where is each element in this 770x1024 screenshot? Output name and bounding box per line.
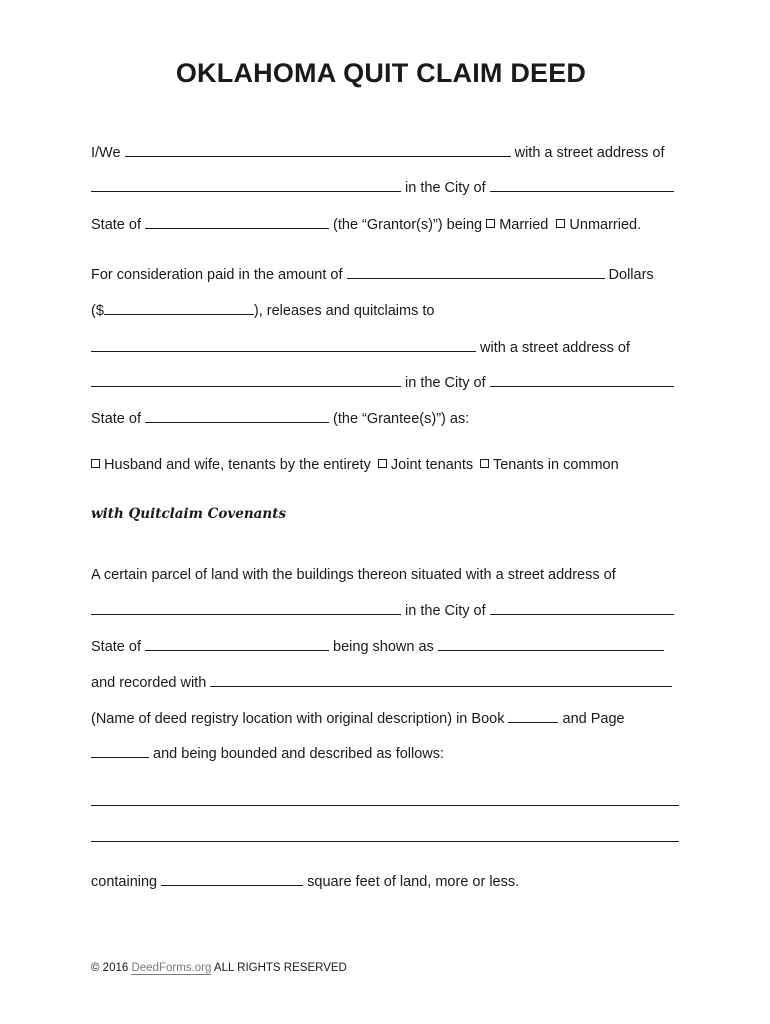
parcel-address-line	[91, 601, 674, 620]
covenants-heading: with Quitclaim Covenants	[91, 506, 287, 522]
state-label: State of	[91, 217, 141, 233]
containing-line	[91, 872, 519, 891]
grantee-city-field[interactable]	[490, 373, 674, 387]
grantee-name-field[interactable]	[91, 338, 476, 352]
grantor-name-field[interactable]	[125, 143, 511, 157]
grantee-state-field[interactable]	[145, 409, 329, 423]
amount-words-field[interactable]	[347, 265, 605, 279]
married-label: Married	[499, 217, 549, 233]
parcel-city-label: in the City of	[405, 603, 486, 619]
joint-tenants-label: Joint tenants	[390, 457, 474, 473]
parcel-intro-line: A certain parcel of land with the buildings thereon situated with a street address of	[91, 567, 616, 583]
recorded-with-line	[91, 673, 672, 692]
grantee-state-line	[91, 409, 469, 428]
grantor-state-line	[91, 215, 641, 234]
iwe-label: I/We	[91, 145, 121, 161]
tenants-common-checkbox[interactable]	[480, 459, 489, 468]
grantee-address-line	[91, 373, 674, 392]
bounded-line	[91, 744, 444, 763]
husband-wife-checkbox[interactable]	[91, 459, 100, 468]
recorded-with-field[interactable]	[210, 673, 672, 687]
registry-label: (Name of deed registry location with original description) in Book	[91, 711, 505, 727]
grantee-as-label: (the “Grantee(s)”) as:	[333, 411, 470, 427]
grantor-name-line	[91, 143, 665, 162]
parcel-street-field[interactable]	[91, 601, 401, 615]
grantee-state-label: State of	[91, 411, 141, 427]
husband-wife-label: Husband and wife, tenants by the entirety	[104, 457, 371, 473]
unmarried-checkbox[interactable]	[556, 219, 565, 228]
being-shown-label: being shown as	[333, 639, 434, 655]
footer	[91, 962, 347, 974]
dollars-label: Dollars	[608, 267, 654, 283]
page-label: and Page	[562, 711, 625, 727]
married-checkbox[interactable]	[486, 219, 495, 228]
grantor-address-line	[91, 178, 674, 197]
parcel-state-label: State of	[91, 639, 141, 655]
consideration-line	[91, 265, 654, 284]
registry-line	[91, 709, 625, 728]
releases-line	[91, 301, 434, 320]
grantor-street-field[interactable]	[91, 178, 401, 192]
recorded-with-label: and recorded with	[91, 675, 207, 691]
parcel-state-line	[91, 637, 664, 656]
amount-number-field[interactable]	[104, 301, 254, 315]
paid-amount-label: For consideration paid in the amount of	[91, 267, 343, 283]
rights-text: ALL RIGHTS RESERVED	[213, 962, 347, 974]
grantee-city-label: in the City of	[405, 375, 486, 391]
parcel-city-field[interactable]	[490, 601, 674, 615]
description-field-2[interactable]	[91, 841, 679, 842]
releases-label: ), releases and quitclaims to	[253, 303, 435, 319]
page-field[interactable]	[91, 744, 149, 758]
description-field-1[interactable]	[91, 805, 679, 806]
book-field[interactable]	[508, 709, 558, 723]
street-address-label: with a street address of	[514, 145, 665, 161]
bounded-label: and being bounded and described as follows:	[153, 746, 445, 762]
parcel-state-field[interactable]	[145, 637, 329, 651]
dollar-open-label: ($	[91, 303, 104, 319]
grantee-street-label: with a street address of	[480, 340, 630, 356]
being-shown-field[interactable]	[438, 637, 664, 651]
unmarried-label: Unmarried.	[569, 217, 642, 233]
grantee-street-field[interactable]	[91, 373, 401, 387]
square-feet-field[interactable]	[161, 872, 303, 886]
containing-label: containing	[91, 874, 158, 890]
grantor-state-field[interactable]	[145, 215, 329, 229]
deedforms-link[interactable]: DeedForms.org	[131, 962, 212, 974]
tenancy-options-line	[91, 456, 619, 474]
grantor-being-label: (the “Grantor(s)”) being	[333, 217, 483, 233]
copyright-text: © 2016	[91, 962, 129, 974]
joint-tenants-checkbox[interactable]	[378, 459, 387, 468]
grantee-name-line	[91, 338, 630, 357]
square-feet-label: square feet of land, more or less.	[307, 874, 520, 890]
city-label: in the City of	[405, 180, 486, 196]
grantor-city-field[interactable]	[490, 178, 674, 192]
tenants-common-label: Tenants in common	[492, 457, 619, 473]
document-title: OKLAHOMA QUIT CLAIM DEED	[175, 58, 587, 88]
